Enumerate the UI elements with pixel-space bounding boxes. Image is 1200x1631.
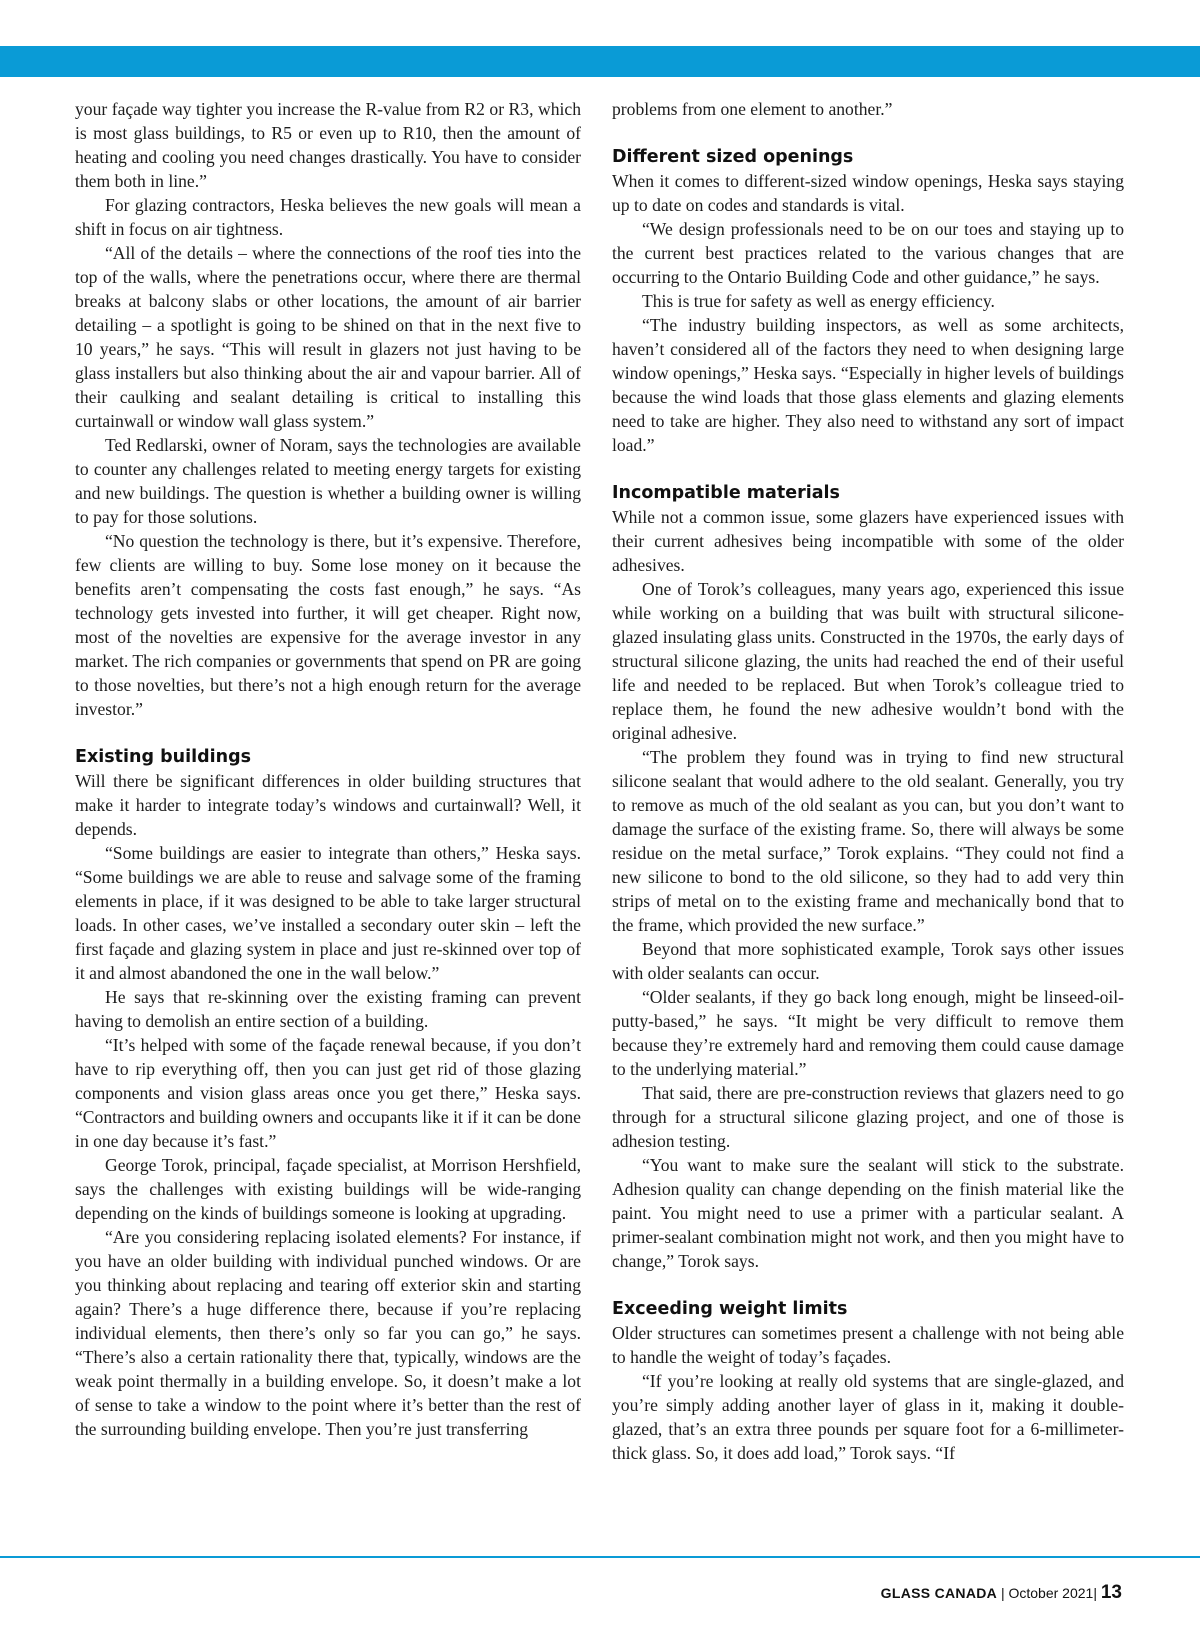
paragraph: Will there be significant differences in older building structures that make it harder to integrate today’s windows and curtainwall? Well, it depends. xyxy=(75,771,581,839)
paragraph: problems from one element to another.” xyxy=(612,99,893,119)
paragraph: Older structures can sometimes present a challenge with not being able to handle the weight of today’s façades. xyxy=(612,1323,1124,1367)
paragraph: “The problem they found was in trying to find new structural silicone sealant that would adhere to the old sealant. Generally, you try to remove as much of the old sealant as you can, but you don’t want to damage the surface of the existing frame. So, there will always be some residue on the metal surface,” Torok explains. “They could not find a new silicone to bond to the old silicone, so they had to add very thin strips of metal on to the existing frame and mechanically bond that to the frame, which provided the new surface.” xyxy=(612,747,1124,935)
paragraph: For glazing contractors, Heska believes the new goals will mean a shift in focus on air tightness. xyxy=(75,195,581,239)
paragraph: When it comes to different-sized window openings, Heska says staying up to date on codes and standards is vital. xyxy=(612,171,1124,215)
paragraph: One of Torok’s colleagues, many years ago, experienced this issue while working on a building that was built with structural silicone-glazed insulating glass units. Constructed in the 1970s, the early days of structural silicone glazing, the units had reached the end of their useful life and needed to be replaced. But when Torok’s colleague tried to replace them, he found the new adhesive wouldn’t bond with the original adhesive. xyxy=(612,579,1124,743)
paragraph: “Are you considering replacing isolated elements? For instance, if you have an older building with individual punched windows. Or are you thinking about replacing and tearing off exterior skin and starting again? There’s a huge difference there, because if you’re replacing individual elements, then there’s only so far you can go,” he says. “There’s also a certain rationality there that, typically, windows are the weak point thermally in a building envelope. So, it doesn’t make a lot of sense to take a window to the point where it’s better than the rest of the surrounding building envelope. Then you’re just transferring xyxy=(75,1227,581,1439)
top-accent-bar xyxy=(0,46,1200,77)
paragraph: This is true for safety as well as energy efficiency. xyxy=(642,291,995,311)
footer-separator: | xyxy=(1093,1585,1097,1601)
paragraph: “Some buildings are easier to integrate than others,” Heska says. “Some buildings we are able to reuse and salvage some of the framing elements in place, if it was designed to be able to take larger structural loads. In other cases, we’ve installed a secondary outer skin – left the first façade and glazing system in place and just re-skinned over top of it and almost abandoned the one in the wall below.” xyxy=(75,843,581,983)
paragraph: “We design professionals need to be on our toes and staying up to the current best practices related to the various changes that are occurring to the Ontario Building Code and other guidance,” he says. xyxy=(612,219,1124,287)
section-heading: Incompatible materials xyxy=(612,483,840,503)
paragraph: “Older sealants, if they go back long enough, might be linseed-oil-putty-based,” he says. “It might be very difficult to remove them because they’re extremely hard and removing them could cause damage to the underlying material.” xyxy=(612,987,1124,1079)
paragraph: “All of the details – where the connections of the roof ties into the top of the walls, where the penetrations occur, where there are thermal breaks at balcony slabs or other locations, the amount of air barrier detailing – a spotlight is going to be shined on that in the next five to 10 years,” he says. “This will result in glazers not just having to be glass installers but also thinking about the air and vapour barrier. All of their caulking and sealant detailing is critical to installing this curtainwall or window wall glass system.” xyxy=(75,243,581,431)
paragraph: “If you’re looking at really old systems that are single-glazed, and you’re simply adding another layer of glass in it, making it double-glazed, that’s an extra three pounds per square foot for a 6-millimeter-thick glass. So, it does add load,” Torok says. “If xyxy=(612,1371,1124,1463)
paragraph: While not a common issue, some glazers have experienced issues with their current adhesives being incompatible with some of the older adhesives. xyxy=(612,507,1124,575)
page-footer xyxy=(881,1582,1122,1604)
section-heading: Existing buildings xyxy=(75,747,252,767)
footer-rule xyxy=(0,1556,1200,1558)
paragraph: “You want to make sure the sealant will stick to the substrate. Adhesion quality can change depending on the finish material like the paint. You might need to use a primer with a particular sealant. A primer-sealant combination might not work, and then you might have to change,” Torok says. xyxy=(612,1155,1124,1271)
paragraph: “No question the technology is there, but it’s expensive. Therefore, few clients are willing to buy. Some lose money on it because the benefits aren’t compensating the costs fast enough,” he says. “As technology gets invested into further, it will get cheaper. Right now, most of the novelties are expensive for the average investor in any market. The rich companies or governments that spend on PR are going to those novelties, but there’s not a high enough return for the average investor.” xyxy=(75,531,581,719)
page-number: 13 xyxy=(1100,1582,1122,1603)
magazine-name: GLASS CANADA xyxy=(880,1585,998,1601)
paragraph: George Torok, principal, façade specialist, at Morrison Hershfield, says the challenges with existing buildings will be wide-ranging depending on the kinds of buildings someone is looking at upgrading. xyxy=(75,1155,581,1223)
paragraph: He says that re-skinning over the existing framing can prevent having to demolish an entire section of a building. xyxy=(75,987,581,1031)
footer-separator: | xyxy=(1000,1585,1005,1601)
left-column xyxy=(75,97,581,1441)
paragraph: Ted Redlarski, owner of Noram, says the technologies are available to counter any challenges related to meeting energy targets for existing and new buildings. The question is whether a building owner is willing to pay for those solutions. xyxy=(75,435,581,527)
paragraph: Beyond that more sophisticated example, Torok says other issues with older sealants can occur. xyxy=(612,939,1124,983)
paragraph: That said, there are pre-construction reviews that glazers need to go through for a structural silicone glazing project, and one of those is adhesion testing. xyxy=(612,1083,1124,1151)
issue-date: October 2021 xyxy=(1008,1585,1094,1601)
paragraph: “It’s helped with some of the façade renewal because, if you don’t have to rip everything off, then you can just get rid of those glazing components and vision glass areas once you get there,” Heska says. “Contractors and building owners and occupants like it if it can be done in one day because it’s fast.” xyxy=(75,1035,581,1151)
paragraph: “The industry building inspectors, as well as some architects, haven’t considered all of the factors they need to when designing large window openings,” Heska says. “Especially in higher levels of buildings because the wind loads that those glass elements and glazing elements need to take are higher. They also need to withstand any sort of impact load.” xyxy=(612,315,1124,455)
paragraph: your façade way tighter you increase the R-value from R2 or R3, which is most glass buildings, to R5 or even up to R10, then the amount of heating and cooling you need changes drastically. You have to consider them both in line.” xyxy=(75,99,581,191)
section-heading: Different sized openings xyxy=(612,147,854,167)
right-column xyxy=(612,97,1124,1465)
section-heading: Exceeding weight limits xyxy=(612,1299,848,1319)
